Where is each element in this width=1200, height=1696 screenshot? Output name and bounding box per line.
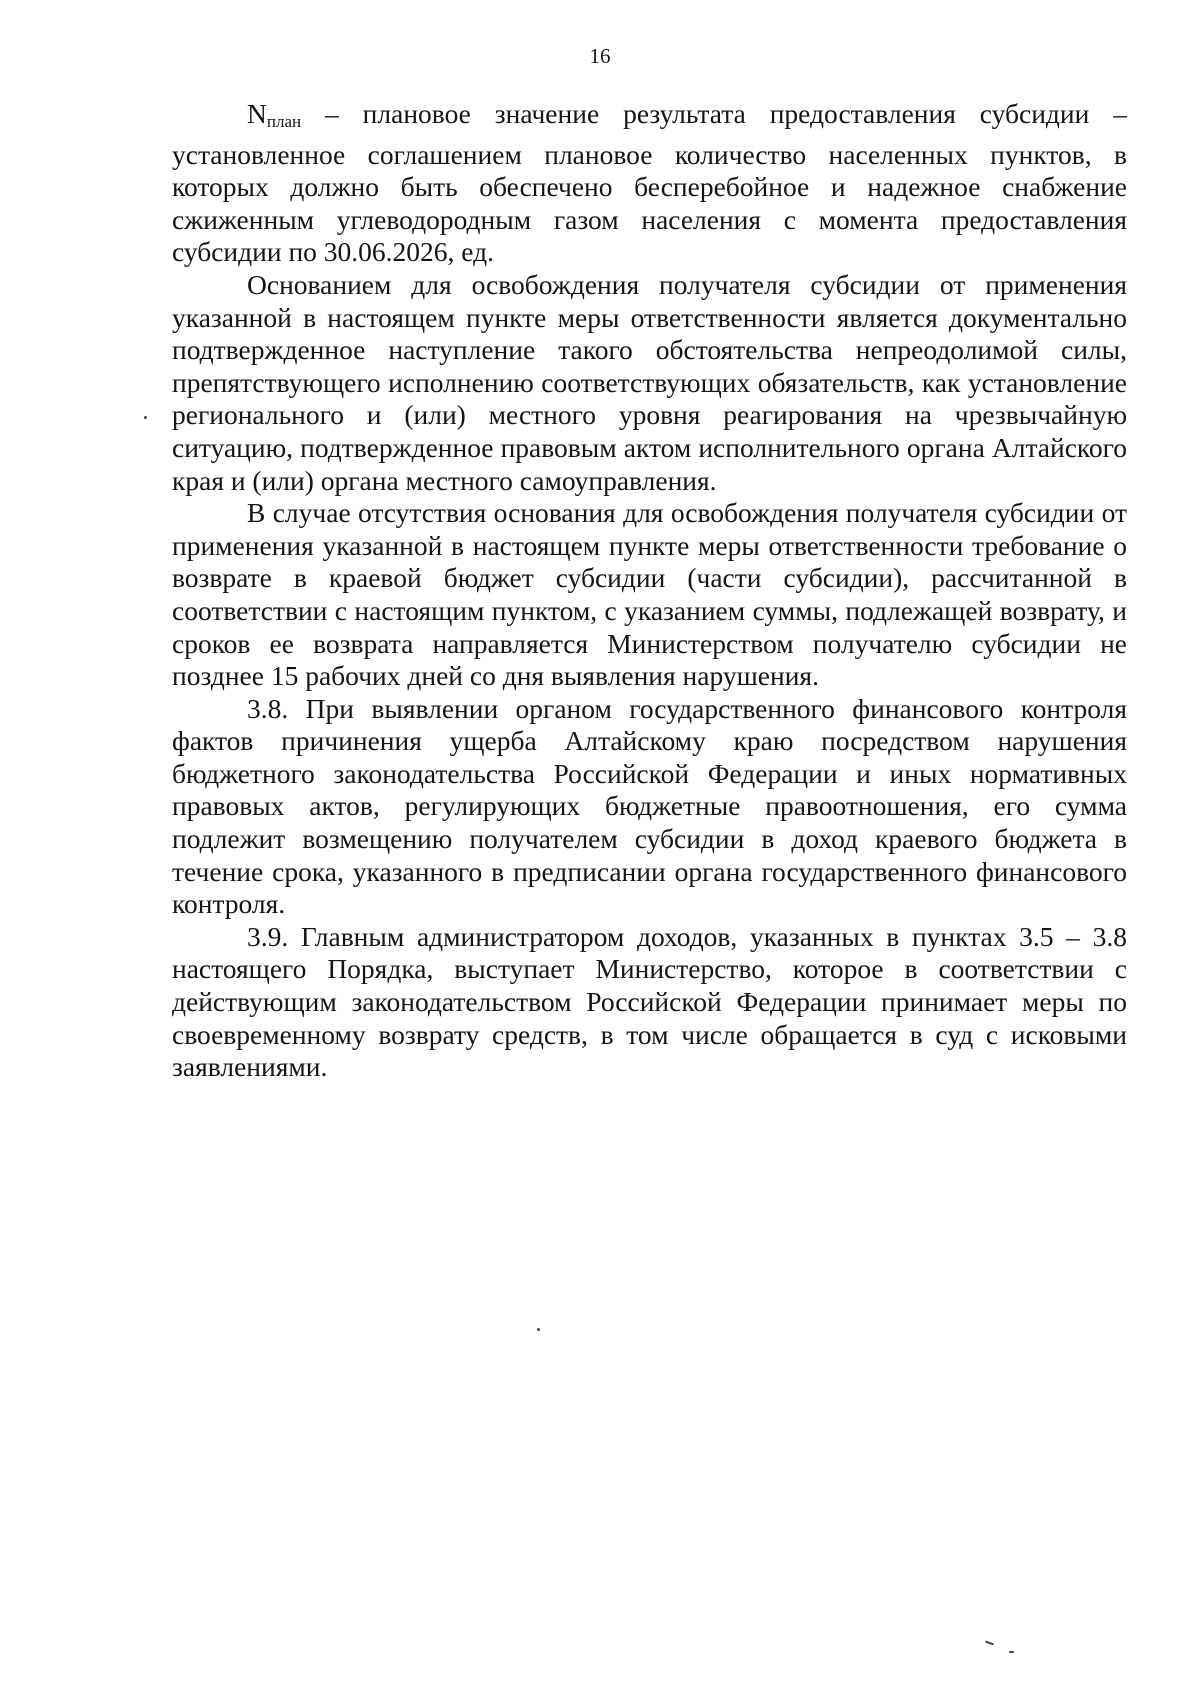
definition-paragraph xyxy=(172,98,1127,269)
scan-speck xyxy=(144,416,147,419)
symbol-subscript: план xyxy=(266,112,302,131)
symbol-n: N xyxy=(247,98,267,129)
definition-text: – плановое значение результата предоставления субсидии – установленное соглашением плановое количество населенных пунктов, в которых должно быть обеспечено бесперебойное и надежное снабжение сжиженным углеводородным газом населения с момента предоставления субсидии по 30.06.2026, ед. xyxy=(172,98,1127,268)
paragraph-force-majeure: Основанием для освобождения получателя субсидии от применения указанной в настоящем пункте меры ответственности является документально подтвержденное наступление такого обстоятельства непреодолимой силы, препятствующего исполнению соответствующих обязательств, как установление регионального и (или) местного уровня реагирования на чрезвычайную ситуацию, подтвержденное правовым актом исполнительного органа Алтайского края и (или) органа местного самоуправления. xyxy=(172,268,1127,496)
document-body xyxy=(172,98,1127,1084)
paragraph-3-8: 3.8. При выявлении органом государственного финансового контроля фактов причинения ущерба Алтайскому краю посредством нарушения бюджетного законодательства Российской Федерации и иных нормативных правовых актов, регулирующих бюджетные правоотношения, его сумма подлежит возмещению получателем субсидии в доход краевого бюджета в течение срока, указанного в предписании органа государственного финансового контроля. xyxy=(172,692,1127,920)
paragraph-refund-demand: В случае отсутствия основания для освобождения получателя субсидии от применения указанной в настоящем пункте меры ответственности требование о возврате в краевой бюджет субсидии (части субсидии), рассчитанной в соответствии с настоящим пунктом, с указанием суммы, подлежащей возврату, и сроков ее возврата направляется Министерством получателю субсидии не позднее 15 рабочих дней со дня выявления нарушения. xyxy=(172,497,1127,692)
scan-speck xyxy=(537,1328,540,1331)
paragraph-3-9: 3.9. Главным администратором доходов, указанных в пунктах 3.5 – 3.8 настоящего Порядка, выступает Министерство, которое в соответствии с действующим законодательством Российской Федерации принимает меры по своевременному возврату средств, в том числе обращается в суд с исковыми заявлениями. xyxy=(172,920,1127,1083)
scan-speck xyxy=(1009,1651,1014,1653)
scan-speck xyxy=(985,1641,994,1646)
page-number: 16 xyxy=(589,44,611,68)
